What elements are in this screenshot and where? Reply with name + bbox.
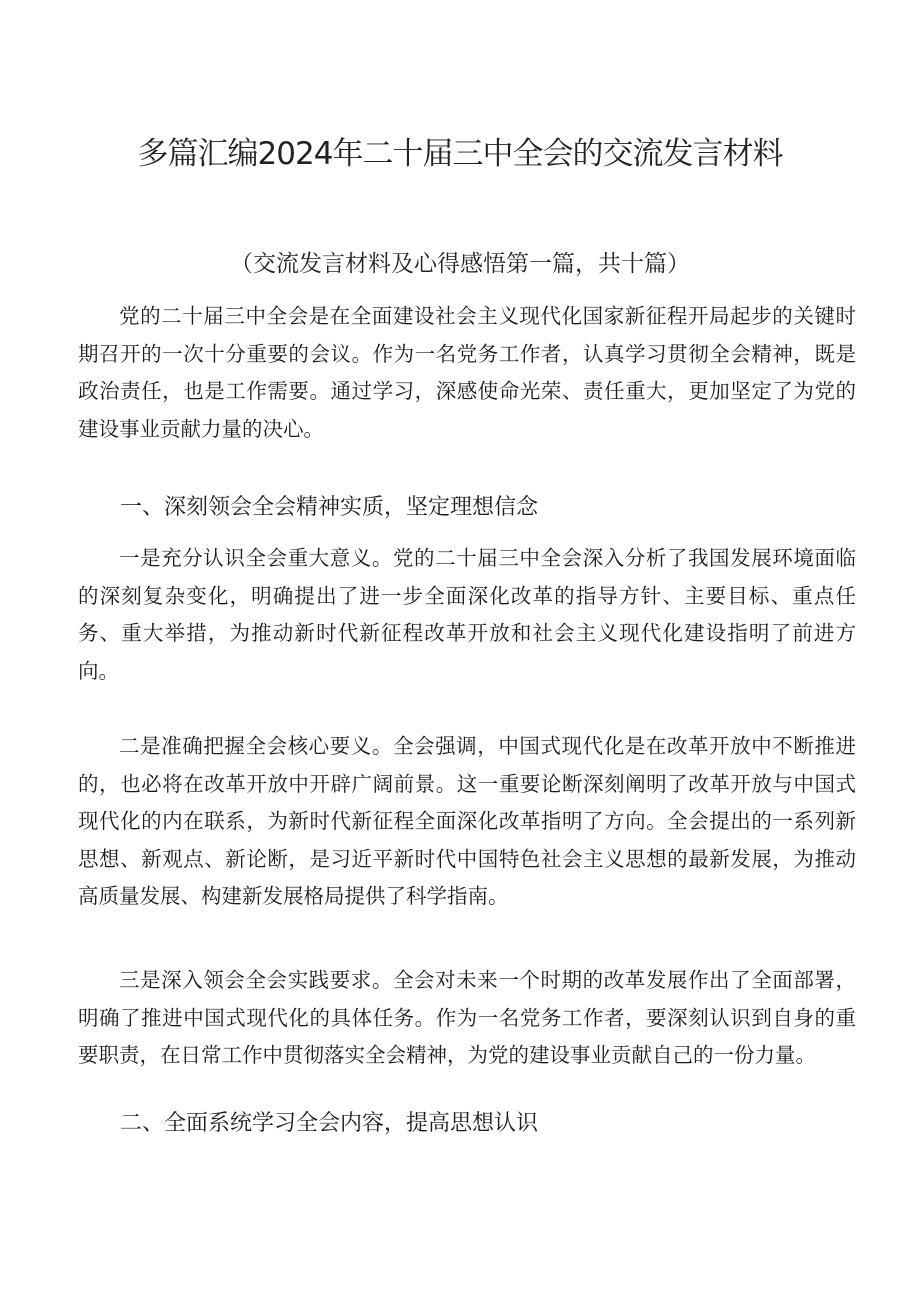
section-1-paragraph-2: 二是准确把握全会核心要义。全会强调，中国式现代化是在改革开放中不断推进的，也必将在改革开放中开辟广阔前景。这一重要论断深刻阐明了改革开放与中国式现代化的内在联系，为新时代新征程全面深化改革指明了方向。全会提出的一系列新思想、新观点、新论断，是习近平新时代中国特色社会主义思想的最新发展，为推动高质量发展、构建新发展格局提供了科学指南。: [78, 734, 856, 908]
section-1-paragraph-3: 三是深入领会全会实践要求。全会对未来一个时期的改革发展作出了全面部署，明确了推进中国式现代化的具体任务。作为一名党务工作者，要深刻认识到自身的重要职责，在日常工作中贯彻落实全会精神，为党的建设事业贡献自己的一份力量。: [78, 968, 856, 1067]
section-1-heading: 一、深刻领会全会精神实质，坚定理想信念: [120, 495, 539, 520]
intro-paragraph: 党的二十届三中全会是在全面建设社会主义现代化国家新征程开局起步的关键时期召开的一次十分重要的会议。作为一名党务工作者，认真学习贯彻全会精神，既是政治责任，也是工作需要。通过学习，深感使命光荣、责任重大，更加坚定了为党的建设事业贡献力量的决心。: [78, 304, 856, 441]
section-1-paragraph-1: 一是充分认识全会重大意义。党的二十届三中全会深入分析了我国发展环境面临的深刻复杂变化，明确提出了进一步全面深化改革的指导方针、主要目标、重点任务、重大举措，为推动新时代新征程改革开放和社会主义现代化建设指明了前进方向。: [78, 546, 856, 683]
document-title: 多篇汇编2024年二十届三中全会的交流发言材料: [137, 136, 783, 172]
section-2-heading: 二、全面系统学习全会内容，提高思想认识: [120, 1111, 539, 1136]
document-subtitle: （交流发言材料及心得感悟第一篇，共十篇）: [230, 251, 690, 277]
